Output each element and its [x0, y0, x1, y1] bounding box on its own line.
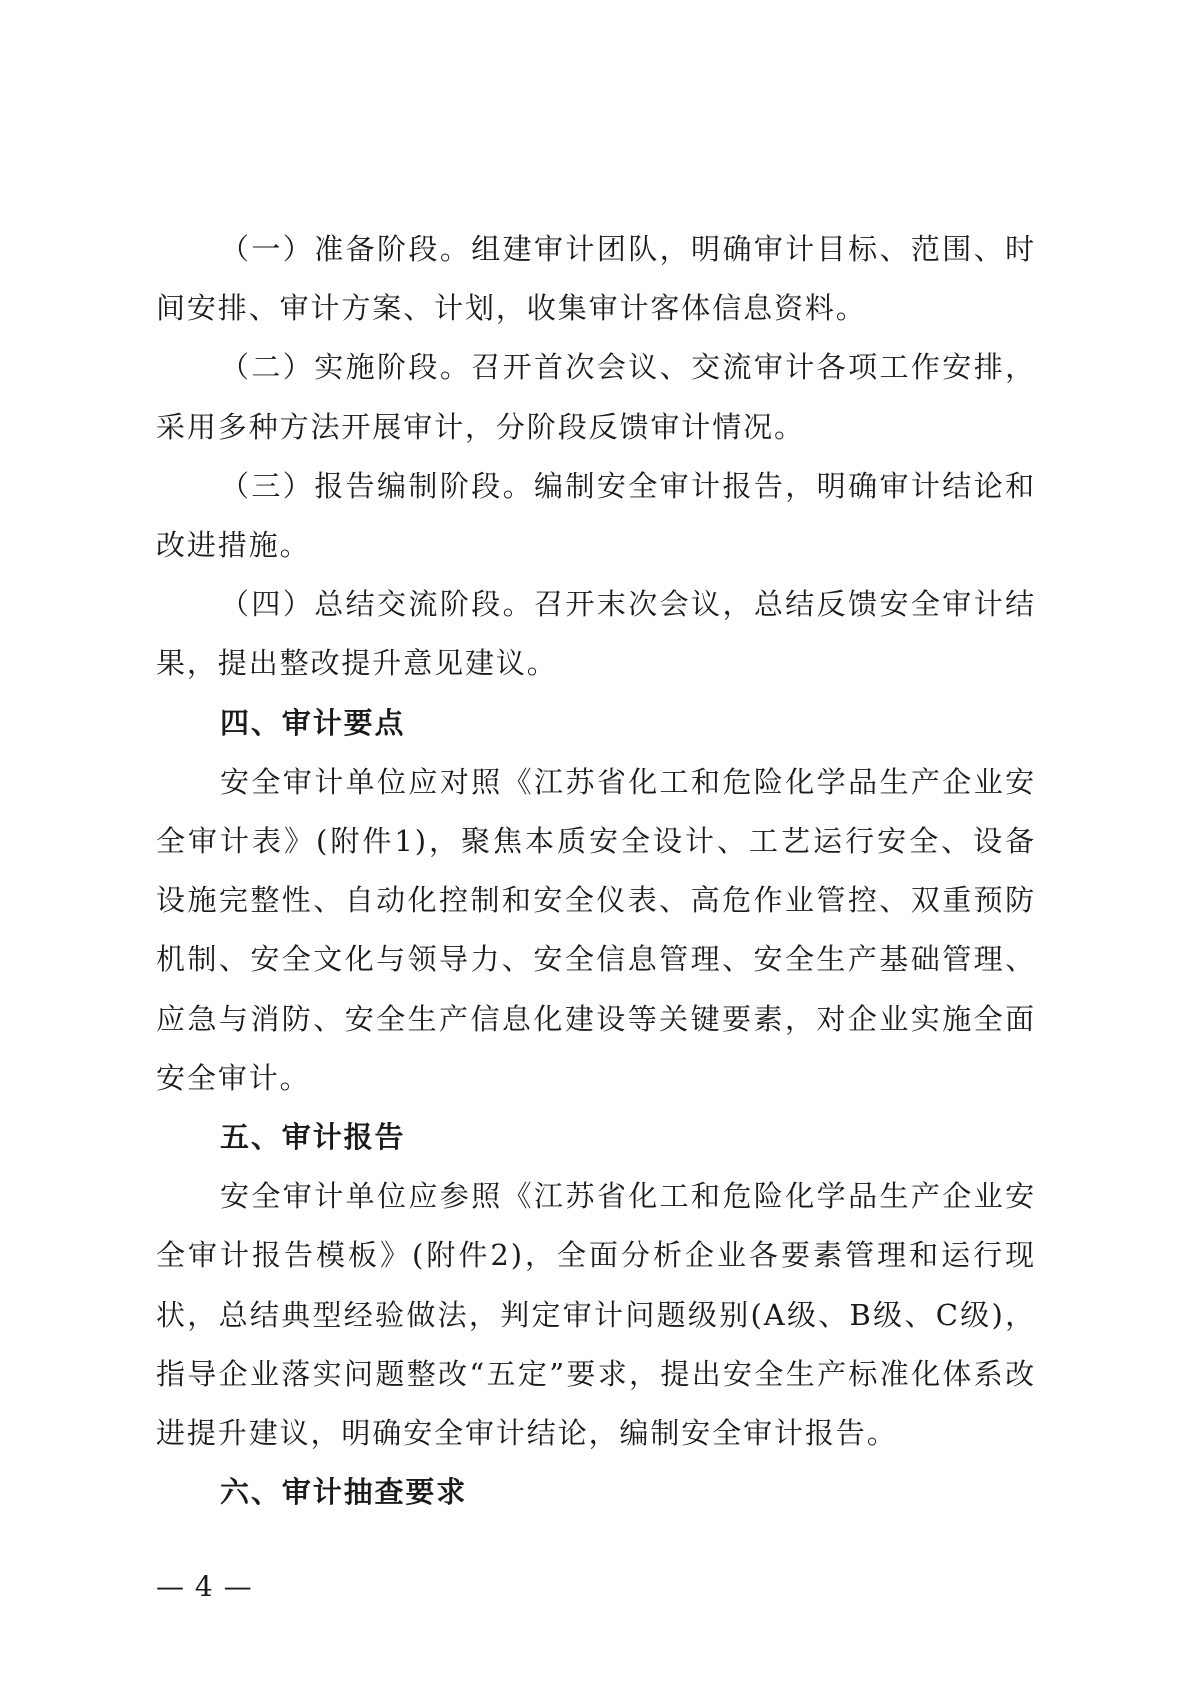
document-body	[156, 220, 1036, 1522]
paragraph-implementation-stage: （二）实施阶段。召开首次会议、交流审计各项工作安排，采用多种方法开展审计，分阶段反馈审计情况。	[156, 350, 1036, 444]
paragraph-report-stage: （三）报告编制阶段。编制安全审计报告，明确审计结论和改进措施。	[156, 468, 1036, 563]
paragraph-audit-points: 安全审计单位应对照《江苏省化工和危险化学品生产企业安全审计表》(附件1)，聚焦本质安全设计、工艺运行安全、设备设施完整性、自动化控制和安全仪表、高危作业管控、双重预防机制、安全文化与领导力、安全信息管理、安全生产基础管理、应急与消防、安全生产信息化建设等关键要素，对企业实施全面安全审计。	[156, 764, 1036, 1095]
page-number: — 4 —	[156, 1570, 253, 1603]
section-heading-audit-points: 四、审计要点	[220, 705, 406, 740]
paragraph-audit-report: 安全审计单位应参照《江苏省化工和危险化学品生产企业安全审计报告模板》(附件2)，全面分析企业各要素管理和运行现状，总结典型经验做法，判定审计问题级别(A级、B级、C级)，指导企业落实问题整改“五定”要求，提出安全生产标准化体系改进提升建议，明确安全审计结论，编制安全审计报告。	[156, 1179, 1036, 1451]
paragraph-summary-stage: （四）总结交流阶段。召开末次会议，总结反馈安全审计结果，提出整改提升意见建议。	[156, 587, 1036, 681]
section-heading-spot-check: 六、审计抽查要求	[220, 1475, 468, 1510]
section-heading-audit-report: 五、审计报告	[220, 1120, 406, 1155]
paragraph-preparation-stage: （一）准备阶段。组建审计团队，明确审计目标、范围、时间安排、审计方案、计划，收集审计客体信息资料。	[156, 232, 1036, 326]
